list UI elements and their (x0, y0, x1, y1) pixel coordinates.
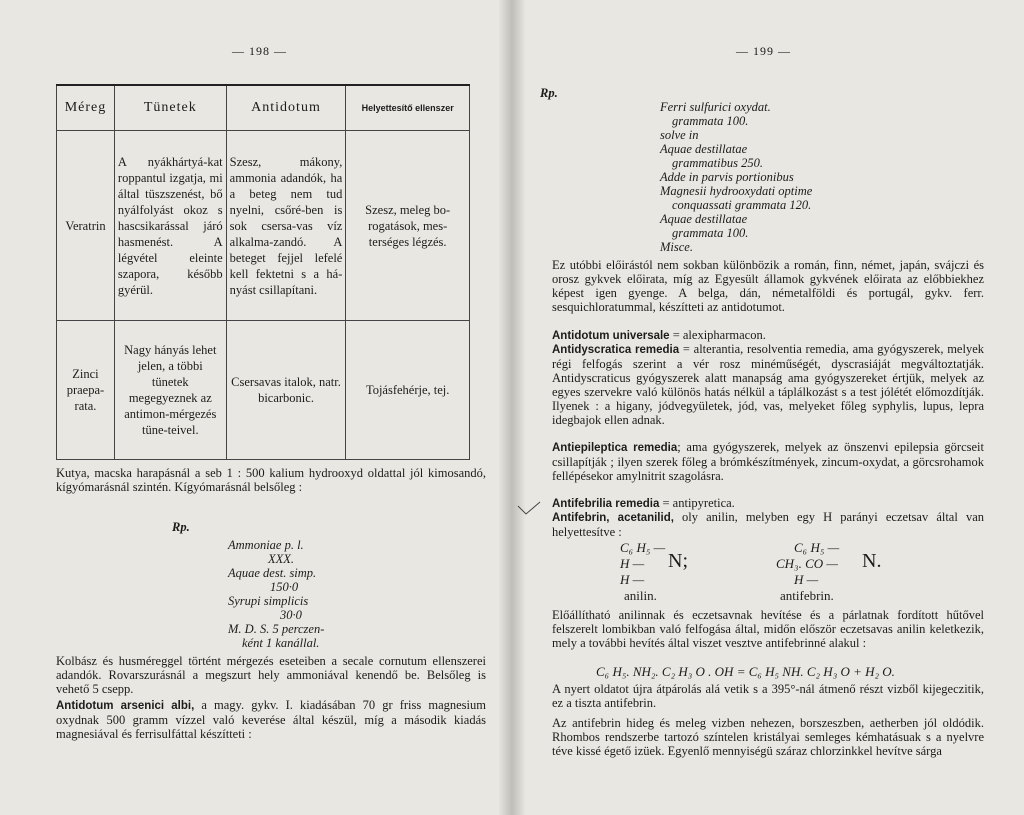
rx-line: XXX. (268, 552, 295, 566)
right-page (512, 0, 1024, 815)
table-cell-symptoms: Nagy hányás lehet jelen, a többi tünetek megegyeznek az antimon-mérgezés tüne-teivel. (114, 321, 226, 460)
entry-text: oly anilin, melyben egy H parányi eczetsav által van helyettesítve : (552, 510, 984, 539)
table-cell-poison: Veratrin (57, 131, 115, 321)
entry-antiepileptica (552, 440, 984, 483)
entry-term: Antifebrin, acetanilid, (552, 512, 674, 524)
poison-antidote-table (56, 84, 470, 460)
rx-line: Aquae destillatae (660, 212, 748, 226)
rx-line: grammata 100. (672, 226, 749, 240)
rx-line: Syrupi simplicis (228, 594, 309, 608)
table-cell-substitute: Tojásfehérje, tej. (346, 321, 470, 460)
rx-line: grammata 100. (672, 114, 749, 128)
table-header: Antidotum (226, 85, 346, 131)
formula-line: C₆ H₅ — (794, 540, 840, 555)
entry-text: = alterantia, resolventia remedia, ama gyógyszerek, melyek régi felfogás szerint a vér rosz minéműségét, dyscrasiáját megváltoztatják. Antidyscraticus gyógyszerek alatt manapság ama gyógyszereket értjük, melyek az egyes szervekre való különös hatás nélkül a táplálkozást s a test jólétét előmozdítják. Ilyenek : a higany, jódvegyületek, jód, vas, melyeket főleg syphylis, lupus, lepra idegbajok ellen adnak. (552, 342, 984, 427)
paragraph-properties: Az antifebrin hideg és meleg vizben nehezen, borszeszben, aetherben jól oldódik. Rhombos rendszerbe tartozó színtelen kristályai semleges kémhatásuak s a nyelvre téve kissé égető izüek. Egyenlő mennyiségü száraz chlorzinkkel hevítve sárga (552, 716, 984, 758)
formula-caption: antifebrin. (780, 588, 834, 603)
reaction-equation: C₆ H₅. NH₂. C₂ H₃ O . OH = C₆ H₅ NH. C₂ H₃ O + H₂ O. (596, 664, 895, 679)
entry-text: ; ama gyógyszerek, melyek az önszenvi epilepsia görcseit csillapítják ; ilyen szerek főleg a brómkészítmények, zincum-oxydat, a görcsrohamok fellépésekor amylnitrit szagolásra. (552, 440, 984, 483)
rx-line: Aquae destillatae (660, 142, 748, 156)
entry-term: Antidotum universale (552, 330, 670, 342)
rx-line: Misce. (660, 240, 693, 254)
pencil-check-mark (514, 500, 544, 520)
book-gutter (498, 0, 526, 815)
entry-term: Antidyscratica remedia (552, 344, 680, 356)
rx-line: Adde in parvis portionibus (660, 170, 794, 184)
rx-line: ként 1 kanállal. (242, 636, 320, 650)
rx-line: Magnesii hydrooxydati optime (660, 184, 813, 198)
rx-line: conquassati grammata 120. (672, 198, 812, 212)
rx-line: Ammoniae p. l. (228, 538, 304, 552)
entry-text: = alexipharmacon. (669, 328, 766, 342)
rx-line: 30·0 (280, 608, 302, 622)
table-header-row (57, 85, 470, 131)
table-row (57, 131, 470, 321)
entry-term: Antiepileptica remedia (552, 442, 678, 454)
formula-line: H — (620, 572, 645, 587)
paragraph-prescription-comparison: Ez utóbbi előirástól nem sokban különbözik a román, finn, német, japán, svájczi és orosz gykvek előirata, míg az Egyesült államok gykvének előirata az előbbiekhez képest igen gyenge. A belga, dán, németalföldi és portugál, gykv. ferr. sesquichloratummal, készítteti az antidotumot. (552, 258, 984, 314)
formula-line: H — (620, 556, 645, 571)
entry-antifebrin (552, 510, 984, 539)
table-cell-antidote: Csersavas italok, natr. bicarbonic. (226, 321, 346, 460)
entry-text: a magy. gykv. I. kiadásában 70 gr friss magnesium oxydnak 500 gramm vízzel való keverése által készül, míg a második kiadás magnesiával és ferrisulfáttal készítteti : (56, 698, 486, 741)
entry-term: Antifebrilia remedia (552, 498, 660, 510)
table-cell-symptoms: A nyákhártyá-kat roppantul izgatja, mi által tüszszenést, bő nyálfolyást okoz s hascsikarással járó hasmenést. A légvétel eleinte szapora, később gyérül. (114, 131, 226, 321)
paragraph-bite-treatment: Kutya, macska harapásnál a seb 1 : 500 kalium hydrooxyd oldattal jól kimosandó, kígyómarásnál szintén. Kígyómarásnál belsőleg : (56, 466, 486, 494)
page-number-left: — 198 — (232, 44, 287, 58)
paragraph-preparation: Előállítható anilinnak és eczetsavnak hevítése és a párlatnak fordított hűtővel felszerelt lombikban való felfogása által, midőn először eczetsavas anilin keletkezik, mely a további hevítés által viszet vesztve antifebrinné alakul : (552, 608, 984, 650)
rx-line: grammatibus 250. (672, 156, 763, 170)
formula-line: CH₃. CO — (776, 556, 838, 571)
table-header: Helyettesítő ellenszer (346, 85, 470, 131)
formula-line: C₆ H₅ — (620, 540, 666, 555)
rx-line: Ferri sulfurici oxydat. (660, 100, 771, 114)
table-header: Tünetek (114, 85, 226, 131)
formula-nitrogen: N; (668, 550, 688, 572)
rx-line: solve in (660, 128, 699, 142)
rx-line: M. D. S. 5 perczen- (228, 622, 325, 636)
table-cell-substitute: Szesz, meleg bo-rogatások, mes-terséges légzés. (346, 131, 470, 321)
formula-caption: anilin. (624, 588, 657, 603)
table-header: Méreg (57, 85, 115, 131)
formula-line: H — (794, 572, 819, 587)
paragraph-sausage-poisoning: Kolbász és husméreggel történt mérgezés eseteiben a secale cornutum ellenszerei adandók. Rovarszurásnál a megszurt hely ammoniával kenendő be. Belsőleg is vehető 5 csepp. (56, 654, 486, 696)
paragraph-distillation: A nyert oldatot újra átpárolás alá vetik s a 395°-nál átmenő részt vizből kijegeczitik, ez a tiszta antifebrin. (552, 682, 984, 710)
rx-line: 150·0 (270, 580, 299, 594)
rx-label: Rp. (540, 86, 558, 100)
rx-line: Aquae dest. simp. (228, 566, 317, 580)
table-row (57, 321, 470, 460)
table-cell-antidote: Szesz, mákony, ammonia adandók, ha a beteg nem tud nyelni, csőré-ben is sok csersa-vas víz alkalma-zandó. A beteget fejjel lefelé kell fektetni s a há-nyást csillapítani. (226, 131, 346, 321)
page-number-right: — 199 — (736, 44, 791, 58)
paragraph-antidotum-arsenici (56, 698, 486, 741)
entry-antidyscratica (552, 342, 984, 427)
entry-antidotum-universale (552, 328, 984, 343)
table-cell-poison: Zinci praepa-rata. (57, 321, 115, 460)
rx-label: Rp. (172, 520, 190, 534)
entry-term: Antidotum arsenici albi, (56, 700, 195, 712)
formula-nitrogen: N. (862, 550, 882, 572)
entry-antifebrilia (552, 496, 984, 511)
entry-text: = antipyretica. (659, 496, 735, 510)
